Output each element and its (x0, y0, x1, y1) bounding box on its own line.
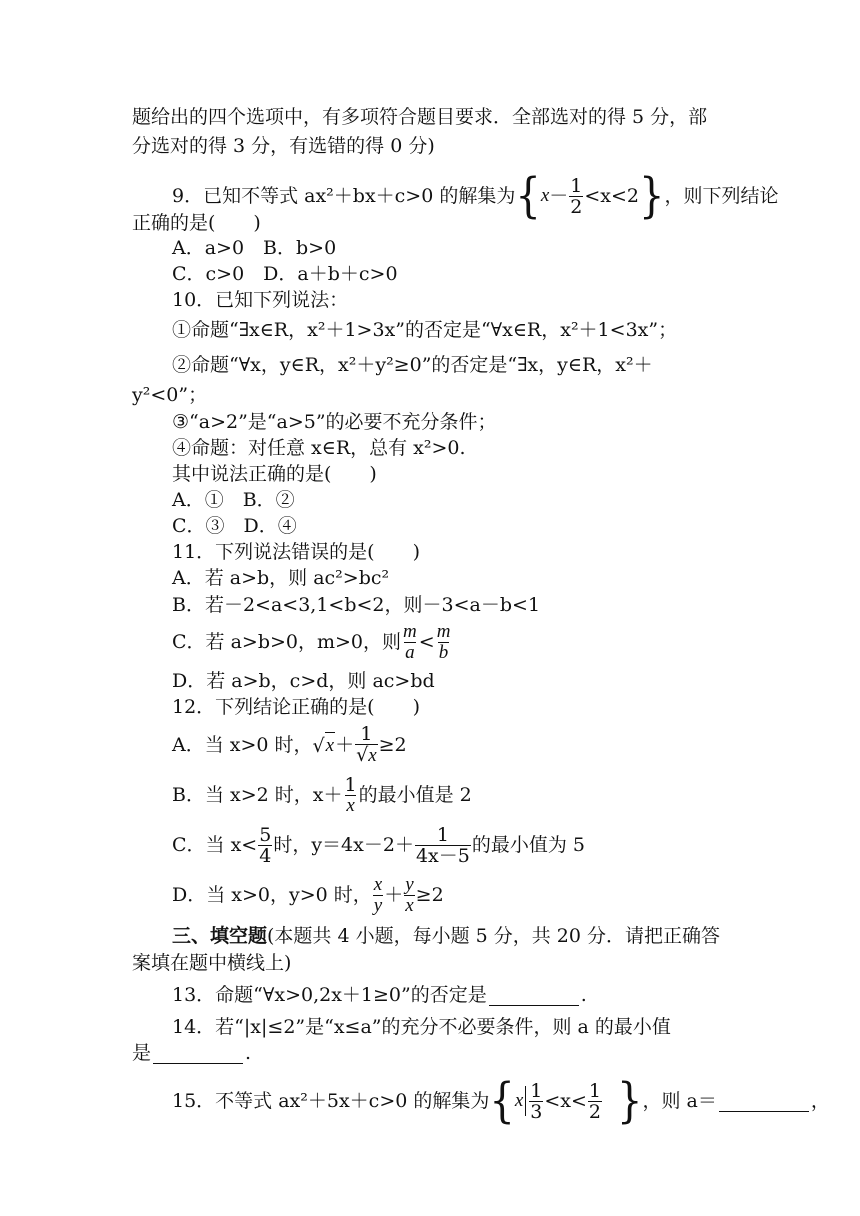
q9-stem: 9．已知不等式 ax²＋bx＋c>0 的解集为 { x － $\frac{1}{2}$ <x<2 } ，则下列结论 (172, 168, 779, 224)
q12-sqrt-x: √ x (313, 732, 336, 759)
q10-stem: 10．已知下列说法： (172, 289, 349, 311)
q12-fraction-x-y: $\frac{x}{y}$ (373, 873, 383, 916)
q13-answer-blank[interactable] (489, 985, 579, 1006)
q12-fraction-5-4: $\frac{5}{4}$ (259, 823, 272, 867)
q12-fraction-y-x: $\frac{y}{x}$ (405, 873, 414, 916)
section-3-line-2: 案填在题中横线上) (132, 952, 292, 974)
q11-fraction-m-a: $\frac{m}{a}$ (403, 620, 417, 663)
q12-fraction-1-4x5: $\frac{1}{4x-5}$ (415, 823, 470, 867)
q9-post: ，则下列结论 (664, 185, 779, 207)
q10-statement-2a: ②命题“∀x，y∈R，x²＋y²≥0”的否定是“∃x，y∈R，x²＋ (172, 354, 653, 376)
q12-fraction-1-sqrtx: $\frac{1}{√x}$ (356, 723, 377, 766)
q9-set-x: x (540, 185, 550, 206)
q12-option-d: D．当 x>0，y>0 时， $\frac{x}{y}$ ＋ $\frac{y}{x}$ ≥2 (172, 873, 444, 916)
q14-line-2: 是 . (132, 1042, 252, 1064)
q12-stem: 12．下列结论正确的是( ) (172, 696, 421, 718)
section-3-line-1: 三、填空题 (本题共 4 小题，每小题 5 分，共 20 分．请把正确答 (172, 925, 721, 947)
q10-options-ab: A．① B．② (172, 489, 295, 511)
q11-fraction-m-b: $\frac{m}{b}$ (436, 620, 451, 663)
q9-options-cd: C．c>0 D．a＋b＋c>0 (172, 263, 398, 285)
q10-statement-1: ①命题“∃x∈R，x²＋1>3x”的否定是“∀x∈R，x²＋1<3x”； (172, 319, 678, 341)
q10-options-cd: C．③ D．④ (172, 515, 297, 537)
q11-option-c: C．若 a>b>0，m>0，则 $\frac{m}{a}$ < $\frac{m}{b}$ (172, 620, 451, 663)
q12-option-a: A．当 x>0 时， √ x ＋ $\frac{1}{√x}$ ≥2 (172, 723, 407, 766)
q12-option-b: B．当 x>2 时，x＋ $\frac{1}{x}$ 的最小值是 2 (172, 773, 472, 816)
section-3-title: 三、填空题 (172, 925, 268, 947)
q9-line-2: 正确的是( ) (132, 212, 261, 234)
q13: 13．命题“∀x>0,2x＋1≥0”的否定是 . (172, 984, 587, 1006)
q14-line-1: 14．若“|x|≤2”是“x≤a”的充分不必要条件，则 a 的最小值 (172, 1016, 671, 1038)
q9-pre: 9．已知不等式 ax²＋bx＋c>0 的解集为 (172, 185, 516, 207)
q10-statement-2b: y²<0”； (132, 384, 208, 406)
q11-option-d: D．若 a>b，c>d，则 ac>bd (172, 670, 435, 692)
q10-statement-3: ③“a>2”是“a>5”的必要不充分条件； (172, 411, 497, 433)
q15-fraction-1-2: $\frac{1}{2}$ (588, 1079, 602, 1123)
intro-line-2: 分选对的得 3 分，有选错的得 0 分) (132, 135, 435, 157)
q15-fraction-1-3: $\frac{1}{3}$ (530, 1079, 543, 1123)
q9-set-fraction: $\frac{1}{2}$ (570, 174, 583, 218)
q9-options-ab: A．a>0 B．b>0 (172, 237, 337, 259)
q15-answer-blank-a[interactable] (719, 1091, 809, 1112)
intro-line-1: 题给出的四个选项中，有多项符合题目要求．全部选对的得 5 分，部 (132, 106, 708, 128)
q10-statement-4: ④命题：对任意 x∈R，总有 x²>0. (172, 437, 466, 459)
q14-answer-blank[interactable] (153, 1043, 243, 1064)
q11-option-a: A．若 a>b，则 ac²>bc² (172, 567, 390, 589)
q9-set-rest: <x<2 (584, 185, 640, 207)
q11-option-b: B．若－2<a<3,1<b<2，则－3<a－b<1 (172, 594, 541, 616)
q10-ask: 其中说法正确的是( ) (172, 463, 377, 485)
q12-fraction-1-x: $\frac{1}{x}$ (344, 773, 357, 816)
q11-stem: 11．下列说法错误的是( ) (172, 541, 421, 563)
q15: 15．不等式 ax²＋5x＋c>0 的解集为 { x $\frac{1}{3}$ <x< $\frac{1}{2}$ } ，则 a＝ ， (172, 1073, 830, 1129)
q9-set-minus: － (549, 185, 569, 207)
q12-option-c: C．当 x< $\frac{5}{4}$ 时，y＝4x－2＋ $\frac{1}{4x-5}$ 的最小值为 5 (172, 823, 585, 867)
